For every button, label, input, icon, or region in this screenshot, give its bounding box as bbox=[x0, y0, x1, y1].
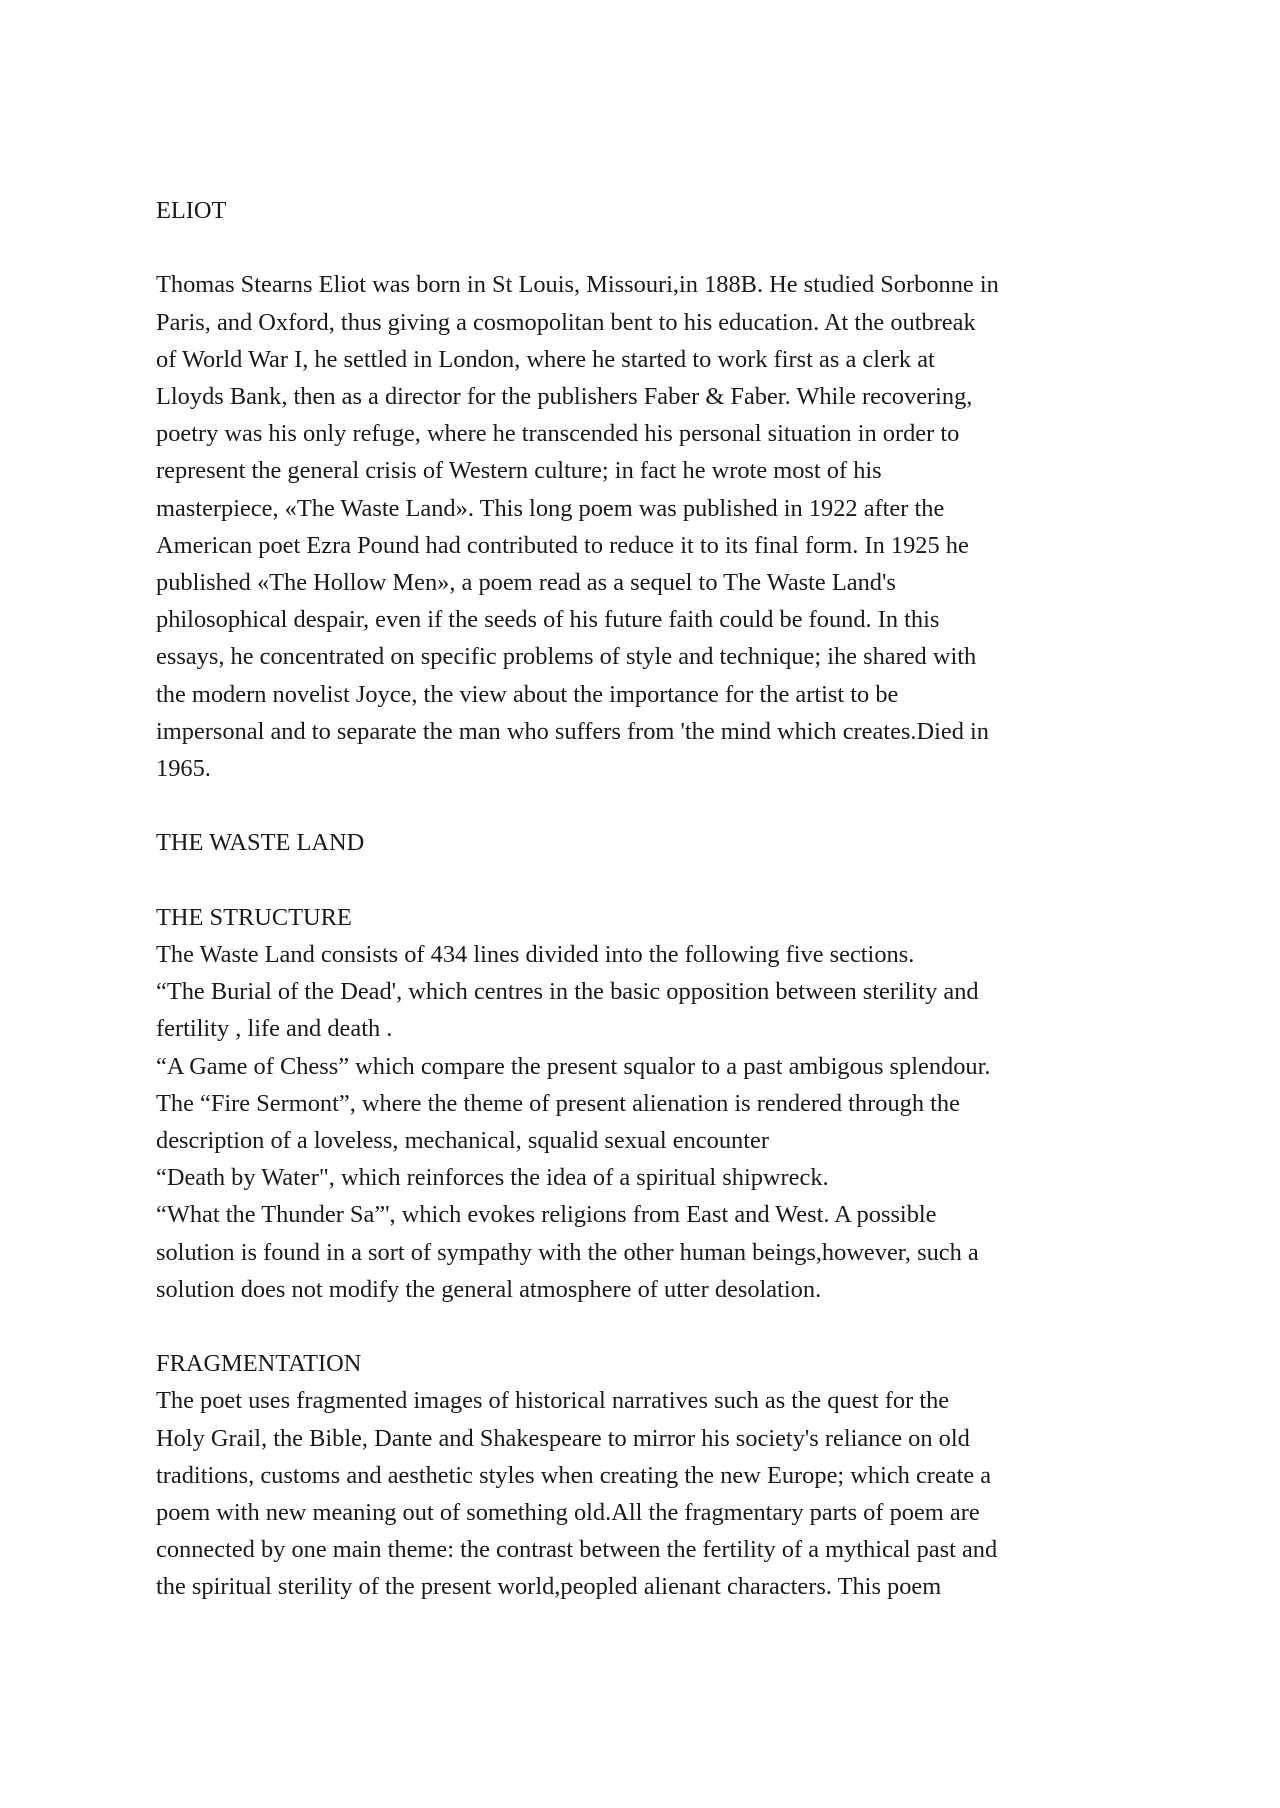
text-line: poem with new meaning out of something old.All the fragmentary parts of poem are bbox=[156, 1499, 980, 1527]
paragraph-biography bbox=[156, 266, 1146, 787]
text-line: impersonal and to separate the man who suffers from 'the mind which creates.Died in bbox=[156, 717, 989, 745]
text-line: “What the Thunder Sa”', which evokes religions from East and West. A possible bbox=[156, 1201, 937, 1229]
text-line: “Death by Water", which reinforces the idea of a spiritual shipwreck. bbox=[156, 1164, 829, 1192]
text-line: Thomas Stearns Eliot was born in St Louis, Missouri,in 188B. He studied Sorbonne in bbox=[156, 271, 999, 299]
paragraph-fragmentation bbox=[156, 1382, 1146, 1605]
text-line: The “Fire Sermont”, where the theme of present alienation is rendered through the bbox=[156, 1089, 960, 1117]
text-line: solution is found in a sort of sympathy with the other human beings,however, such a bbox=[156, 1238, 979, 1266]
text-line: The Waste Land consists of 434 lines divided into the following five sections. bbox=[156, 941, 915, 969]
text-line: Lloyds Bank, then as a director for the publishers Faber & Faber. While recovering, bbox=[156, 383, 973, 410]
heading-eliot: ELIOT bbox=[156, 197, 227, 224]
text-line: published «The Hollow Men», a poem read as a sequel to The Waste Land's bbox=[156, 569, 896, 597]
text-line: of World War I, he settled in London, where he started to work first as a clerk at bbox=[156, 345, 935, 373]
text-line: the modern novelist Joyce, the view about the importance for the artist to be bbox=[156, 680, 899, 708]
paragraph-spacer bbox=[156, 229, 1146, 266]
text-line: essays, he concentrated on specific problems of style and technique; ihe shared with bbox=[156, 643, 977, 671]
text-line: description of a loveless, mechanical, squalid sexual encounter bbox=[156, 1127, 769, 1155]
text-line: represent the general crisis of Western culture; in fact he wrote most of his bbox=[156, 457, 882, 485]
document-body bbox=[156, 192, 1146, 1606]
text-line: “The Burial of the Dead', which centres in the basic opposition between sterility and bbox=[156, 978, 979, 1006]
paragraph-structure bbox=[156, 936, 1146, 1308]
text-line: American poet Ezra Pound had contributed to reduce it to its final form. In 1925 he bbox=[156, 531, 969, 559]
paragraph-spacer bbox=[156, 1308, 1146, 1345]
heading-fragmentation: FRAGMENTATION bbox=[156, 1350, 362, 1378]
text-line: philosophical despair, even if the seeds of his future faith could be found. In this bbox=[156, 606, 940, 634]
text-line: masterpiece, «The Waste Land». This long poem was published in 1922 after the bbox=[156, 494, 945, 522]
text-line: connected by one main theme: the contrast between the fertility of a mythical past and bbox=[156, 1536, 998, 1564]
paragraph-spacer bbox=[156, 862, 1146, 899]
text-line: 1965. bbox=[156, 755, 211, 783]
heading-waste-land: THE WASTE LAND bbox=[156, 829, 365, 857]
text-line: traditions, customs and aesthetic styles when creating the new Europe; which create a bbox=[156, 1461, 992, 1489]
text-line: The poet uses fragmented images of historical narratives such as the quest for the bbox=[156, 1387, 950, 1415]
text-line: Holy Grail, the Bible, Dante and Shakespeare to mirror his society's reliance on old bbox=[156, 1424, 970, 1452]
text-line: the spiritual sterility of the present world,peopled alienant characters. This poem bbox=[156, 1573, 942, 1601]
text-line: poetry was his only refuge, where he transcended his personal situation in order to bbox=[156, 420, 960, 448]
text-line: fertility , life and death . bbox=[156, 1015, 393, 1043]
heading-structure: THE STRUCTURE bbox=[156, 903, 352, 931]
text-line: Paris, and Oxford, thus giving a cosmopolitan bent to his education. At the outbreak bbox=[156, 308, 976, 336]
paragraph-spacer bbox=[156, 787, 1146, 824]
text-line: solution does not modify the general atmosphere of utter desolation. bbox=[156, 1275, 822, 1303]
text-line: “A Game of Chess” which compare the present squalor to a past ambigous splendour. bbox=[156, 1052, 991, 1080]
